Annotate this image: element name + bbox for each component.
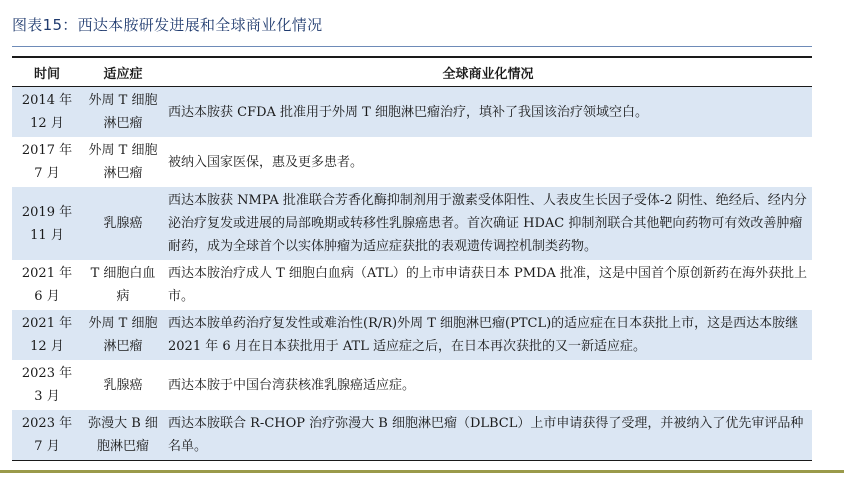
indication-cell xyxy=(82,137,164,187)
status-cell: 西达本胺于中国台湾获核准乳腺癌适应症。 xyxy=(168,377,416,393)
time-cell xyxy=(12,310,82,360)
time-cell xyxy=(12,360,82,410)
indication-cell xyxy=(82,260,164,310)
time-year: 2021 年 xyxy=(21,266,73,281)
time-cell xyxy=(12,137,82,187)
footer-divider xyxy=(0,470,844,473)
indication-cell xyxy=(82,410,164,461)
table-row xyxy=(12,260,812,310)
indication-line: T 细胞白血 xyxy=(90,266,156,281)
time-year: 2017 年 xyxy=(21,143,73,158)
caption-divider xyxy=(12,46,812,47)
table-header-row xyxy=(12,57,812,87)
time-month: 6 月 xyxy=(34,289,60,304)
indication-cell xyxy=(82,187,164,260)
header-status: 全球商业化情况 xyxy=(164,57,812,87)
table-row xyxy=(12,137,812,187)
indication-cell xyxy=(82,310,164,360)
indication-line: 外周 T 细胞 xyxy=(88,316,158,331)
indication-line: 胞淋巴瘤 xyxy=(96,439,149,454)
status-cell: 西达本胺获 NMPA 批准联合芳香化酶抑制剂用于激素受体阳性、人表皮生长因子受体-2 阴性、绝经后、经内分泌治疗复发或进展的局部晚期或转移性乳腺癌患者。首次确证 HDAC 抑制剂联合其他靶向药物可有效改善肿瘤耐药，成为全球首个以实体肿瘤为适应症获批的表观遗传调控机制类药物。 xyxy=(164,187,812,260)
time-cell xyxy=(12,260,82,310)
time-year: 2023 年 xyxy=(21,366,73,381)
table-row xyxy=(12,360,812,410)
indication-line: 弥漫大 B 细 xyxy=(88,416,158,431)
indication-line: 乳腺癌 xyxy=(103,377,143,393)
progress-table xyxy=(12,56,812,461)
status-cell: 西达本胺单药治疗复发性或难治性(R/R)外周 T 细胞淋巴瘤(PTCL)的适应症在日本获批上市，这是西达本胺继 2021 年 6 月在日本获批用于 ATL 适应症之后，在日本再次获批的又一新适应症。 xyxy=(164,310,812,360)
time-month: 3 月 xyxy=(34,389,60,404)
indication-cell xyxy=(82,360,164,410)
indication-line: 外周 T 细胞 xyxy=(88,143,158,158)
status-cell: 西达本胺获 CFDA 批准用于外周 T 细胞淋巴瘤治疗，填补了我国该治疗领域空白。 xyxy=(164,87,812,138)
status-cell: 被纳入国家医保，惠及更多患者。 xyxy=(168,154,364,170)
time-month: 7 月 xyxy=(34,166,60,181)
indication-line: 乳腺癌 xyxy=(103,216,143,231)
table-row xyxy=(12,87,812,138)
header-indication: 适应症 xyxy=(82,57,164,87)
indication-line: 淋巴瘤 xyxy=(103,166,143,181)
time-cell xyxy=(12,410,82,461)
table-row xyxy=(12,187,812,260)
status-cell: 西达本胺联合 R-CHOP 治疗弥漫大 B 细胞淋巴瘤（DLBCL）上市申请获得了受理，并被纳入了优先审评品种名单。 xyxy=(164,410,812,461)
table-row xyxy=(12,410,812,461)
indication-line: 淋巴瘤 xyxy=(103,116,143,131)
time-year: 2021 年 xyxy=(21,316,73,331)
status-cell: 西达本胺治疗成人 T 细胞白血病（ATL）的上市申请获日本 PMDA 批准，这是中国首个原创新药在海外获批上市。 xyxy=(168,266,808,304)
time-cell xyxy=(12,187,82,260)
indication-line: 淋巴瘤 xyxy=(103,339,143,354)
time-cell xyxy=(12,87,82,138)
time-month: 11 月 xyxy=(30,227,64,243)
header-time: 时间 xyxy=(12,57,82,87)
indication-line: 外周 T 细胞 xyxy=(88,93,158,108)
figure-caption: 图表15：西达本胺研发进展和全球商业化情况 xyxy=(12,16,323,34)
indication-line: 病 xyxy=(116,289,130,304)
table-row xyxy=(12,310,812,360)
indication-cell xyxy=(82,87,164,138)
time-year: 2023 年 xyxy=(21,416,73,431)
time-month: 12 月 xyxy=(30,116,64,131)
time-year: 2014 年 xyxy=(21,93,73,108)
time-month: 7 月 xyxy=(34,439,60,454)
time-month: 12 月 xyxy=(30,339,64,354)
time-year: 2019 年 xyxy=(21,204,73,220)
